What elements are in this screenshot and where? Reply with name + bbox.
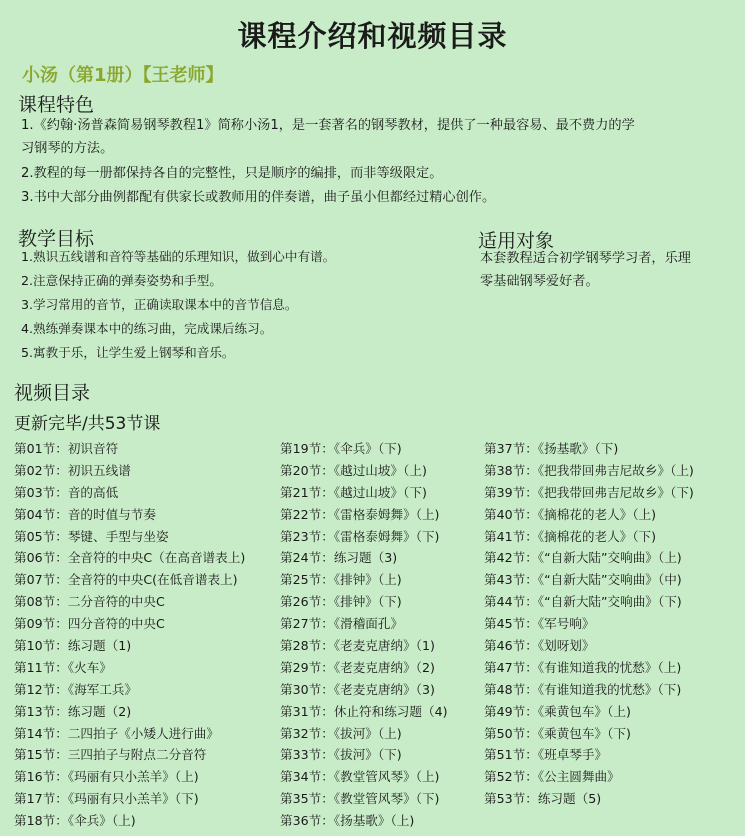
lesson-number: 第27节： xyxy=(280,616,334,632)
lesson-number: 第16节： xyxy=(14,769,68,785)
lesson-item[interactable] xyxy=(280,657,448,679)
lesson-item[interactable] xyxy=(484,766,694,788)
lesson-number: 第03节： xyxy=(14,484,68,500)
lesson-number: 第30节： xyxy=(280,681,334,697)
lesson-title: 《老麦克唐纳》（1) xyxy=(333,638,435,654)
lesson-item[interactable] xyxy=(14,547,245,569)
lesson-title: 《伞兵》（下) xyxy=(333,441,402,456)
lesson-item[interactable] xyxy=(280,810,448,832)
audience-line-2: 零基础钢琴爱好者。 xyxy=(480,274,599,289)
lesson-title: 《火车》 xyxy=(67,659,112,675)
lesson-title: 《乘黄包车》（上) xyxy=(537,703,631,719)
lesson-number: 第52节： xyxy=(484,769,538,785)
lesson-column-2 xyxy=(280,438,448,832)
goal-item-3: 3.学习常用的音节，正确读取课本中的音节信息。 xyxy=(21,297,298,312)
lesson-item[interactable] xyxy=(280,526,448,548)
lesson-title: 音的时值与节奏 xyxy=(67,506,156,522)
lesson-title: 练习题（3) xyxy=(333,550,398,566)
lesson-item[interactable] xyxy=(14,569,245,591)
lesson-column-3 xyxy=(484,438,694,810)
lesson-title: 三四拍子与附点二分音符 xyxy=(67,747,207,763)
lesson-number: 第38节： xyxy=(484,462,538,478)
lesson-item[interactable] xyxy=(484,635,694,657)
lesson-number: 第25节： xyxy=(280,572,334,588)
lesson-item[interactable] xyxy=(280,547,448,569)
lesson-title: 《越过山坡》（下) xyxy=(333,484,427,500)
lesson-title: 全音符的中央C（在高音谱表上) xyxy=(67,550,246,566)
lesson-item[interactable] xyxy=(280,679,448,701)
lesson-column-1 xyxy=(14,438,245,832)
lesson-title: 《老麦克唐纳》（3) xyxy=(333,681,435,697)
lesson-number: 第19节： xyxy=(280,441,334,456)
feature-line-4: 3.书中大部分曲例都配有供家长或教师用的伴奏谱，曲子虽小但都经过精心创作。 xyxy=(21,190,496,205)
lesson-item[interactable] xyxy=(280,701,448,723)
lesson-title: 音的高低 xyxy=(67,484,119,500)
lesson-item[interactable] xyxy=(14,723,245,745)
lesson-title: 《玛丽有只小羔羊》（上) xyxy=(67,769,199,785)
lesson-title: 练习题（1) xyxy=(67,638,132,654)
lesson-number: 第42节： xyxy=(484,550,538,566)
lesson-title: 《扬基歌》（上) xyxy=(333,813,415,829)
lesson-title: 《玛丽有只小羔羊》（下) xyxy=(67,791,199,807)
lesson-item[interactable] xyxy=(280,504,448,526)
lesson-title: 《海军工兵》 xyxy=(67,681,138,697)
lesson-number: 第36节： xyxy=(280,813,334,829)
lesson-item[interactable] xyxy=(484,504,694,526)
lesson-item[interactable] xyxy=(14,744,245,766)
lesson-number: 第24节： xyxy=(280,550,334,566)
lesson-item[interactable] xyxy=(484,701,694,723)
lesson-title: 二分音符的中央C xyxy=(67,594,165,610)
lesson-title: 《“自新大陆”交响曲》（中) xyxy=(537,572,682,588)
lesson-title: 《排钟》（下) xyxy=(333,594,402,610)
goal-item-4: 4.熟练弹奏课本中的练习曲，完成课后练习。 xyxy=(21,321,273,336)
lesson-title: 《教堂管风琴》（下) xyxy=(333,791,440,807)
lesson-number: 第45节： xyxy=(484,616,538,632)
lesson-title: 《雷格泰姆舞》（下) xyxy=(333,528,440,544)
lesson-title: 《拔河》（上) xyxy=(333,725,402,741)
lesson-title: 休止符和练习题（4) xyxy=(333,703,448,719)
lesson-item[interactable] xyxy=(14,701,245,723)
lesson-title: 《乘黄包车》（下) xyxy=(537,725,631,741)
lesson-number: 第31节： xyxy=(280,703,334,719)
lesson-item[interactable] xyxy=(484,482,694,504)
audience-line-1: 本套教程适合初学钢琴学习者，乐理 xyxy=(480,251,691,266)
lesson-title: 全音符的中央C(在低音谱表上) xyxy=(67,572,238,588)
lesson-number: 第28节： xyxy=(280,638,334,654)
features-heading: 课程特色 xyxy=(18,94,95,116)
lesson-number: 第07节： xyxy=(14,572,68,588)
lesson-item[interactable] xyxy=(484,723,694,745)
lesson-item[interactable] xyxy=(280,788,448,810)
lesson-item[interactable] xyxy=(280,591,448,613)
lesson-number: 第01节： xyxy=(14,441,68,456)
lesson-title: 《排钟》（上) xyxy=(333,572,402,588)
lesson-item[interactable] xyxy=(484,788,694,810)
lesson-title: 《“自新大陆”交响曲》（上) xyxy=(537,550,682,566)
lesson-title: 琴键、手型与坐姿 xyxy=(67,528,169,544)
lesson-number: 第46节： xyxy=(484,638,538,654)
lesson-count-status: 更新完毕/共53节课 xyxy=(14,414,161,434)
lesson-item[interactable] xyxy=(14,482,245,504)
lesson-title: 《“自新大陆”交响曲》（下) xyxy=(537,594,682,610)
lesson-item[interactable] xyxy=(14,613,245,635)
lesson-number: 第13节： xyxy=(14,703,68,719)
lesson-title: 《滑稽面孔》 xyxy=(333,616,404,632)
lesson-number: 第05节： xyxy=(14,528,68,544)
lesson-title: 《摘棉花的老人》（上) xyxy=(537,506,657,522)
lesson-title: 《划呀划》 xyxy=(537,638,595,654)
lesson-item[interactable] xyxy=(280,482,448,504)
lesson-title: 《摘棉花的老人》（下) xyxy=(537,528,657,544)
lesson-item[interactable] xyxy=(280,723,448,745)
lesson-item[interactable] xyxy=(484,460,694,482)
lesson-title: 练习题（5) xyxy=(537,791,602,807)
lesson-title: 《把我带回弗吉尼故乡》（下) xyxy=(537,484,694,500)
lesson-number: 第26节： xyxy=(280,594,334,610)
lesson-number: 第02节： xyxy=(14,462,68,478)
lesson-number: 第49节： xyxy=(484,703,538,719)
lesson-title: 《公主圆舞曲》 xyxy=(537,769,620,785)
lesson-number: 第23节： xyxy=(280,528,334,544)
lesson-item[interactable] xyxy=(280,569,448,591)
lesson-item[interactable] xyxy=(14,788,245,810)
lesson-number: 第14节： xyxy=(14,725,68,741)
lesson-number: 第40节： xyxy=(484,506,538,522)
lesson-number: 第09节： xyxy=(14,616,68,632)
lesson-title: 《老麦克唐纳》（2) xyxy=(333,659,435,675)
lesson-number: 第12节： xyxy=(14,681,68,697)
lesson-item[interactable] xyxy=(14,657,245,679)
lesson-title: 练习题（2) xyxy=(67,703,132,719)
lesson-number: 第53节： xyxy=(484,791,538,807)
lesson-number: 第06节： xyxy=(14,550,68,566)
lesson-item[interactable] xyxy=(14,810,245,832)
lesson-item[interactable] xyxy=(484,569,694,591)
lesson-item[interactable] xyxy=(280,438,448,460)
feature-line-2: 习钢琴的方法。 xyxy=(21,141,114,156)
lesson-item[interactable] xyxy=(484,526,694,548)
lesson-title: 《越过山坡》（上) xyxy=(333,462,427,478)
lesson-title: 《伞兵》（上) xyxy=(67,813,136,829)
lesson-item[interactable] xyxy=(484,613,694,635)
lesson-item[interactable] xyxy=(484,744,694,766)
lesson-number: 第51节： xyxy=(484,747,538,763)
lesson-number: 第21节： xyxy=(280,484,334,500)
lesson-title: 《军号响》 xyxy=(537,616,595,632)
goals-heading: 教学目标 xyxy=(18,228,95,250)
catalog-heading: 视频目录 xyxy=(14,382,91,404)
lesson-item[interactable] xyxy=(280,635,448,657)
lesson-number: 第10节： xyxy=(14,638,68,654)
lesson-item[interactable] xyxy=(14,635,245,657)
lesson-item[interactable] xyxy=(280,460,448,482)
lesson-item[interactable] xyxy=(14,460,245,482)
goal-item-5: 5.寓教于乐，让学生爱上钢琴和音乐。 xyxy=(21,345,235,360)
lesson-number: 第08节： xyxy=(14,594,68,610)
lesson-number: 第43节： xyxy=(484,572,538,588)
lesson-title: 《扬基歌》（下) xyxy=(537,441,619,456)
lesson-number: 第37节： xyxy=(484,441,538,456)
lesson-item[interactable] xyxy=(14,526,245,548)
lesson-item[interactable] xyxy=(484,438,694,460)
lesson-item[interactable] xyxy=(14,504,245,526)
audience-heading: 适用对象 xyxy=(478,230,555,252)
lesson-number: 第11节： xyxy=(14,659,68,675)
page-title: 课程介绍和视频目录 xyxy=(237,19,508,53)
lesson-item[interactable] xyxy=(14,766,245,788)
lesson-item[interactable] xyxy=(280,766,448,788)
lesson-number: 第18节： xyxy=(14,813,68,829)
goal-item-2: 2.注意保持正确的弹奏姿势和手型。 xyxy=(21,273,222,288)
lesson-item[interactable] xyxy=(14,591,245,613)
lesson-item[interactable] xyxy=(484,547,694,569)
lesson-number: 第34节： xyxy=(280,769,334,785)
lesson-title: 《班卓琴手》 xyxy=(537,747,608,763)
lesson-title: 二四拍子《小矮人进行曲》 xyxy=(67,725,219,741)
lesson-item[interactable] xyxy=(484,679,694,701)
lesson-number: 第47节： xyxy=(484,659,538,675)
lesson-item[interactable] xyxy=(14,679,245,701)
goal-item-1: 1.熟识五线谱和音符等基础的乐理知识，做到心中有谱。 xyxy=(21,249,336,264)
lesson-number: 第39节： xyxy=(484,484,538,500)
lesson-number: 第48节： xyxy=(484,681,538,697)
lesson-item[interactable] xyxy=(14,438,245,460)
feature-line-1: 1.《约翰·汤普森简易钢琴教程1》简称小汤1，是一套著名的钢琴教材，提供了一种最容易、最不费力的学 xyxy=(21,118,635,133)
lesson-number: 第15节： xyxy=(14,747,68,763)
lesson-item[interactable] xyxy=(484,591,694,613)
lesson-title: 《有谁知道我的忧愁》（上) xyxy=(537,659,682,675)
lesson-item[interactable] xyxy=(280,613,448,635)
lesson-title: 《拔河》（下) xyxy=(333,747,402,763)
lesson-title: 《教堂管风琴》（上) xyxy=(333,769,440,785)
lesson-title: 《雷格泰姆舞》（上) xyxy=(333,506,440,522)
lesson-number: 第04节： xyxy=(14,506,68,522)
lesson-title: 《有谁知道我的忧愁》（下) xyxy=(537,681,682,697)
lesson-number: 第17节： xyxy=(14,791,68,807)
lesson-number: 第44节： xyxy=(484,594,538,610)
lesson-number: 第32节： xyxy=(280,725,334,741)
lesson-number: 第22节： xyxy=(280,506,334,522)
lesson-number: 第41节： xyxy=(484,528,538,544)
lesson-number: 第20节： xyxy=(280,462,334,478)
lesson-item[interactable] xyxy=(484,657,694,679)
lesson-number: 第29节： xyxy=(280,659,334,675)
lesson-item[interactable] xyxy=(280,744,448,766)
lesson-title: 初识五线谱 xyxy=(67,462,131,478)
lesson-number: 第35节： xyxy=(280,791,334,807)
feature-line-3: 2.教程的每一册都保持各自的完整性，只是顺序的编排，而非等级限定。 xyxy=(21,166,443,181)
lesson-title: 四分音符的中央C xyxy=(67,616,165,632)
lesson-number: 第33节： xyxy=(280,747,334,763)
lesson-number: 第50节： xyxy=(484,725,538,741)
lesson-title: 初识音符 xyxy=(67,441,119,456)
course-name: 小汤（第1册）【王老师】 xyxy=(22,65,224,86)
lesson-title: 《把我带回弗吉尼故乡》（上) xyxy=(537,462,694,478)
